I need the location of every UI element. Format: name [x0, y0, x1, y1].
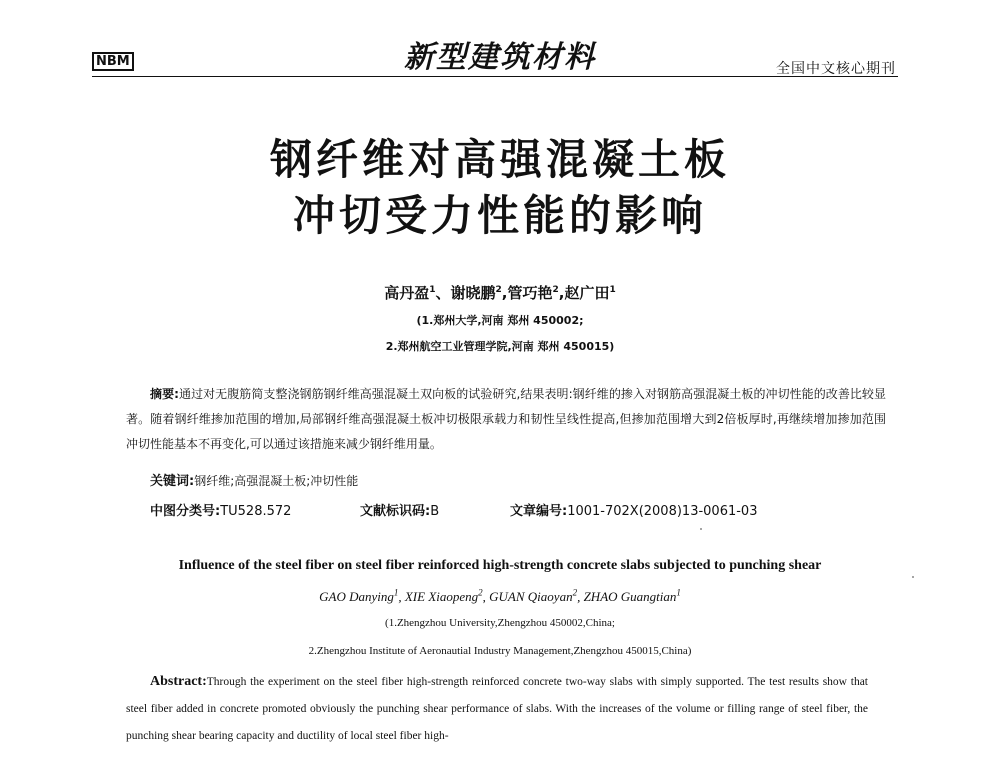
author-cn: 管巧艳$^2$ [507, 284, 559, 302]
title-cn-line2: 冲切受力性能的影响 [292, 191, 707, 240]
keywords-cn-label: 关键词: [150, 474, 195, 489]
title-en: Influence of the steel fiber on steel fiber reinforced high-strength concrete slabs subjected to punching shear [178, 558, 822, 573]
scan-speck [912, 576, 914, 578]
author-en: XIE Xiaopeng$^2$ [404, 588, 483, 605]
affiliation-en-2: 2.Zhengzhou Institute of Aeronautial Industry Management,Zhengzhou 450015,China) [308, 645, 692, 657]
header-rule-left [92, 76, 132, 77]
journal-logo: NBM [92, 52, 134, 71]
affiliation-cn-2: 2.郑州航空工业管理学院,河南 郑州 450015) [385, 340, 615, 353]
scan-speck [700, 528, 702, 530]
article-number: 文章编号:1001-702X(2008)13-0061-03 [510, 504, 758, 519]
author-en: GAO Danying$^1$ [319, 588, 399, 605]
abstract-en-label: Abstract: [150, 674, 207, 689]
keywords-cn [150, 470, 358, 489]
journal-name: 新型建筑材料 [404, 40, 596, 75]
author-cn: 赵广田$^1$ [564, 284, 616, 302]
author-cn: 谢晓鹏$^2$ [450, 284, 502, 302]
abstract-cn-text: 通过对无腹筋简支整浇钢筋钢纤维高强混凝土双向板的试验研究,结果表明:钢纤维的掺入对钢筋高强混凝土板的冲切性能的改善比较显著。随着钢纤维掺加范围的增加,局部钢纤维高强混凝土板冲切极限承载力和韧性呈线性提高,但掺加范围增大到2倍板厚时,再继续增加掺加范围冲切性能基本不再变化,可以通过该措施来减少钢纤维用量。 [126, 387, 886, 451]
clc-number: 中图分类号:TU528.572 [150, 504, 292, 519]
affiliation-en-1: (1.Zhengzhou University,Zhengzhou 450002,China; [385, 617, 615, 629]
authors-en: GAO Danying$^1$, XIE Xiaopeng$^2$, GUAN Qiaoyan$^2$, ZHAO Guangtian$^1$ [319, 588, 681, 605]
authors-cn: 高丹盈$^1$、谢晓鹏$^2$,管巧艳$^2$,赵广田$^1$ [384, 284, 616, 302]
abstract-cn [126, 382, 886, 457]
author-en: GUAN Qiaoyan$^2$ [489, 588, 578, 605]
abstract-en-text: Through the experiment on the steel fiber high-strength reinforced concrete two-way slabs with simply supported. The test results show that steel fiber added in concrete promoted obviously the punching shear performance of slabs. With the increases of the volume or filling range of steel fiber, the punching shear bearing capacity and ductility of local steel fiber high- [126, 676, 868, 742]
keywords-cn-text: 钢纤维;高强混凝土板;冲切性能 [194, 474, 359, 488]
author-en: ZHAO Guangtian$^1$ [583, 588, 681, 605]
core-journal-label: 全国中文核心期刊 [776, 61, 896, 77]
classification-line [150, 500, 850, 520]
abstract-cn-label: 摘要: [150, 387, 179, 401]
affiliation-cn-1: (1.郑州大学,河南 郑州 450002; [416, 314, 584, 327]
author-cn: 高丹盈$^1$ [384, 284, 436, 302]
title-cn-line1: 钢纤维对高强混凝土板 [269, 135, 730, 184]
document-code: 文献标识码:B [360, 504, 440, 519]
abstract-en [126, 668, 868, 750]
